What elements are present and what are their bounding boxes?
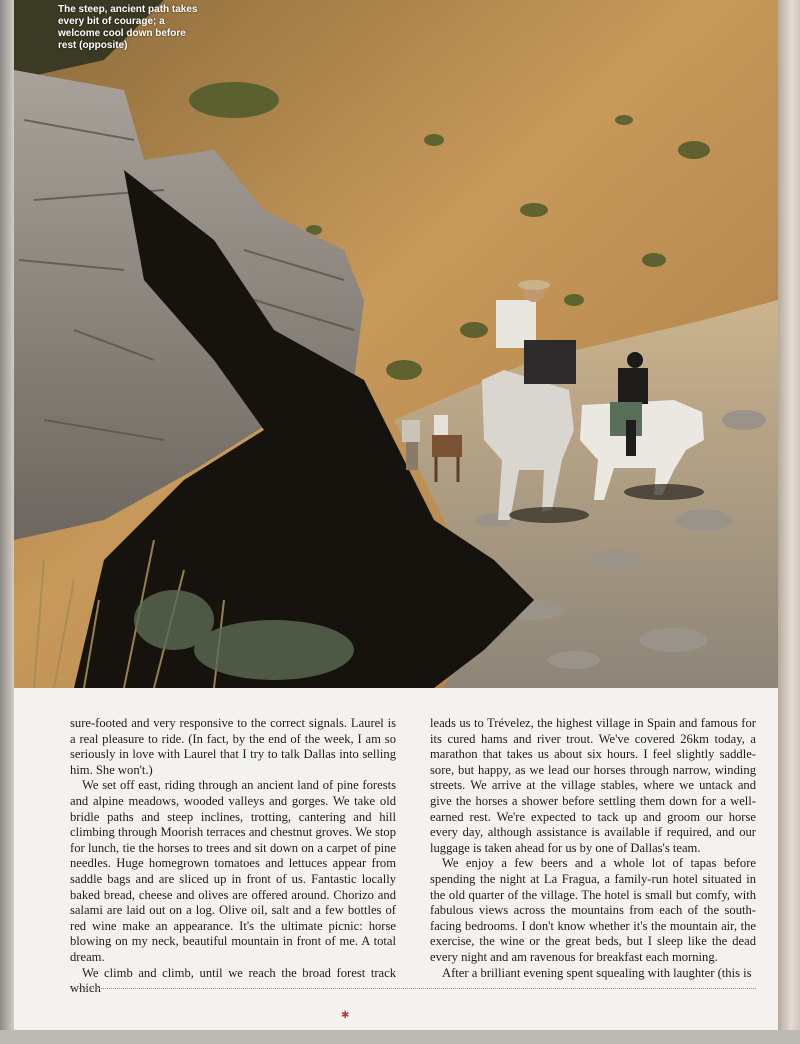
photo-riders-on-mountain-path [14, 0, 778, 688]
column-left [70, 716, 396, 996]
paragraph: After a brilliant evening spent squealing with laughter (this is [442, 965, 752, 980]
paragraph: We climb and climb, until we reach the broad forest track which [70, 965, 396, 996]
scan-bottom-edge [0, 1030, 800, 1044]
paragraph: We set off east, riding through an ancient land of pine forests and alpine meadows, wooded valleys and gorges. We take old bridle paths and steep inclines, trotting, cantering and hill climbing through Moorish terraces and chestnut groves. We stop for lunch, tie the horses to trees and sit down on a carpet of pine needles. Huge homegrown tomatoes and lettuces appear from saddle bags and are sliced up in front of us. Fantastic locally baked bread, cheese and olives are offered around. Chorizo and salami are laid out on a log. Olive oil, salt and a few bottles of red wine make an appearance. It's the ultimate picnic: horse blowing on my neck, beautiful mountain in front of me. A total dream. [70, 778, 396, 964]
article-body [70, 716, 756, 996]
column-right [430, 716, 756, 986]
footer-rule [70, 988, 756, 989]
facing-page-edge [778, 0, 800, 1044]
paragraph: leads us to Trévelez, the highest village in Spain and famous for its cured hams and river trout. We've covered 26km today, a marathon that takes us about six hours. I feel slightly saddle-sore, but happy, as we lead our horses through narrow, winding streets. We arrive at the village stables, where we untack and give the horses a shower before settling them down for a well-earned rest. We're expected to tack up and groom our horse every day, although assistance is available if required, and our luggage is taken ahead for us by one of Dallas's team. [430, 716, 756, 855]
paragraph: sure-footed and very responsive to the correct signals. Laurel is a real pleasure to ride. (In fact, by the end of the week, I am so seriously in love with Laurel that I try to talk Dallas into selling him. She won't.) [70, 716, 396, 777]
folio-mark-icon: ✱ [341, 1010, 350, 1021]
paragraph: We enjoy a few beers and a whole lot of tapas before spending the night at La Fragua, a family-run hotel situated in the old quarter of the village. The hotel is small but comfy, with fabulous views across the mountains from each of the south-facing bedrooms. I don't know whether it's the mountain air, the exercise, the wine or the great beds, but I sleep like the dead every night and am ravenous for breakfast each morning. [430, 856, 756, 964]
page-gutter-shadow [0, 0, 14, 1044]
magazine-page [14, 0, 778, 1030]
photo-caption: The steep, ancient path takes every bit of courage; a welcome cool down before rest (opposite) [58, 4, 198, 51]
